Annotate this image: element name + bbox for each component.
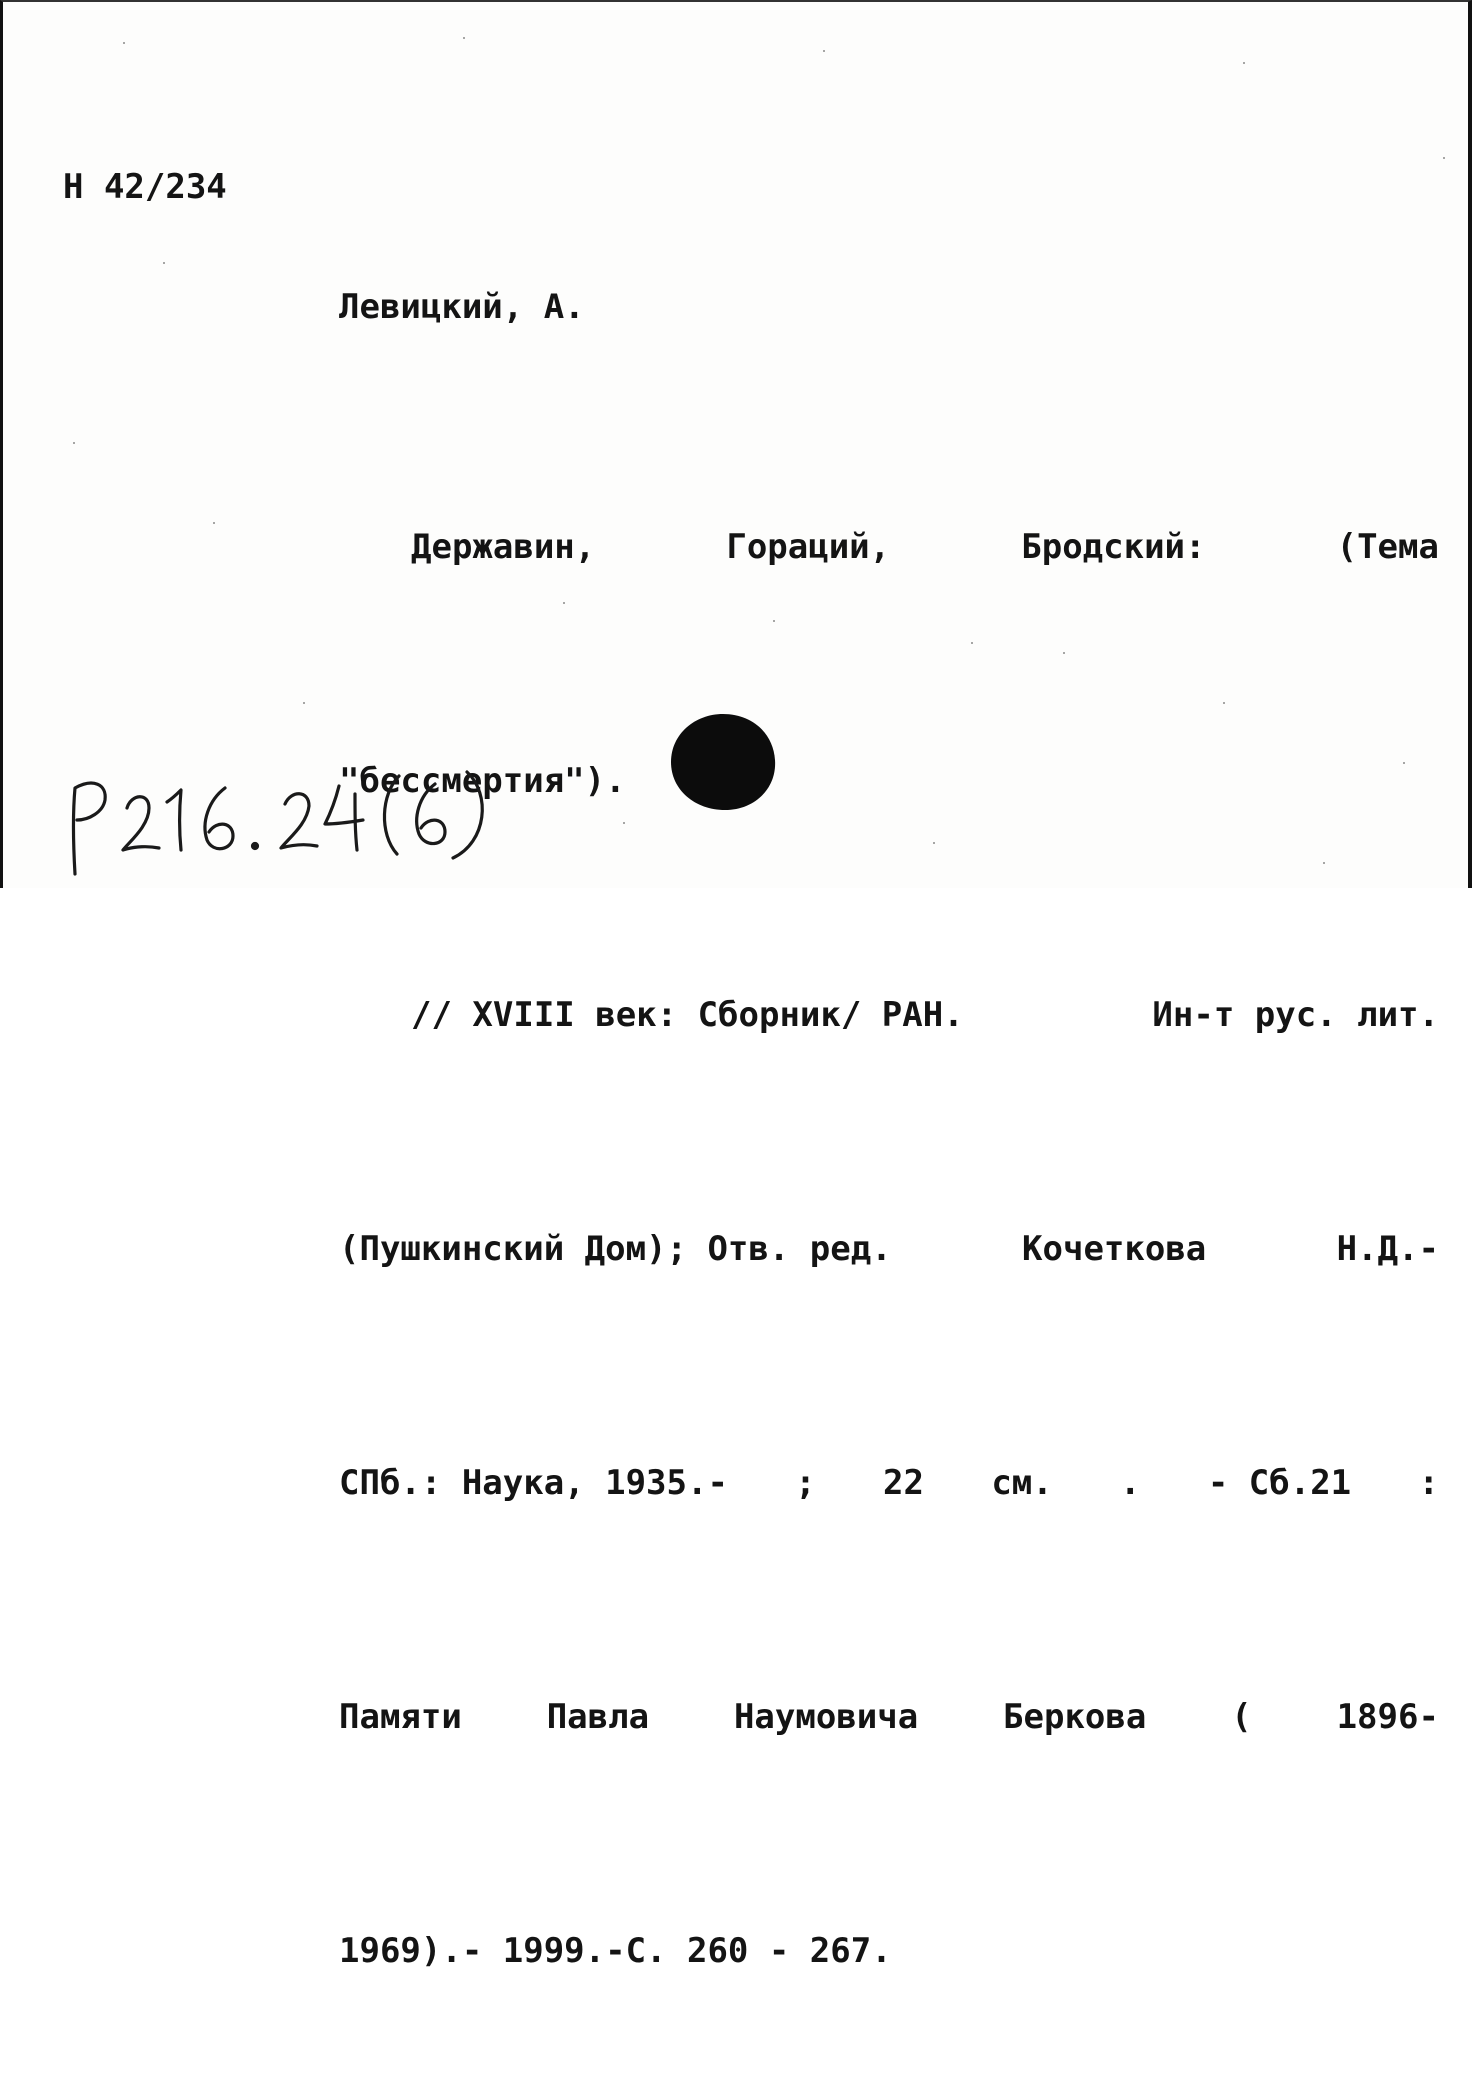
speck (1243, 62, 1245, 64)
source-segment: - Сб.21 (1207, 1463, 1352, 1503)
source-segment: Памяти (339, 1697, 462, 1737)
speck (213, 522, 215, 524)
source-segment: ; (795, 1463, 816, 1503)
source-segment: (Пушкинский Дом); Отв. ред. (339, 1229, 892, 1269)
speck (823, 50, 825, 52)
speck (463, 37, 465, 39)
author-line: Левицкий, А. (339, 287, 585, 327)
source-line-5: 1969).- 1999.-С. 260 - 267. (339, 1931, 892, 1971)
title-word: Державин, (411, 527, 596, 567)
speck (303, 702, 305, 704)
speck (123, 42, 125, 44)
handwritten-call-number (63, 750, 543, 886)
source-line-4 (339, 1687, 1439, 1741)
title-line-2: "бессмертия"). (339, 761, 626, 801)
speck (73, 442, 75, 444)
bibliographic-entry (339, 157, 1439, 2095)
title-word: Гораций, (726, 527, 891, 567)
title-line-1 (339, 517, 1439, 571)
source-line-3 (339, 1453, 1439, 1507)
source-segment: Ин-т рус. лит. (1152, 995, 1439, 1035)
source-segment: см. (991, 1463, 1053, 1503)
source-segment: // XVIII век: Сборник/ РАН. (411, 995, 964, 1035)
source-line-1 (339, 985, 1439, 1039)
source-segment: ( (1231, 1697, 1252, 1737)
source-segment: Наумовича (733, 1697, 919, 1737)
speck (163, 262, 165, 264)
title-word: Бродский: (1021, 527, 1206, 567)
source-segment: . (1120, 1463, 1141, 1503)
source-segment: 22 (883, 1463, 924, 1503)
shelfmark: Н 42/234 (63, 167, 227, 207)
source-segment: 1896- (1336, 1697, 1439, 1737)
source-segment: Беркова (1003, 1697, 1147, 1737)
source-segment: Н.Д.- (1336, 1229, 1439, 1269)
speck (1443, 157, 1445, 159)
source-segment: СПб.: Наука, 1935.- (339, 1463, 728, 1503)
source-segment: Кочеткова (1022, 1229, 1207, 1269)
source-segment: Павла (546, 1697, 650, 1737)
source-segment: : (1418, 1463, 1439, 1503)
title-word: (Тема (1336, 527, 1439, 567)
source-line-2 (339, 1219, 1439, 1273)
punch-hole (669, 712, 777, 812)
